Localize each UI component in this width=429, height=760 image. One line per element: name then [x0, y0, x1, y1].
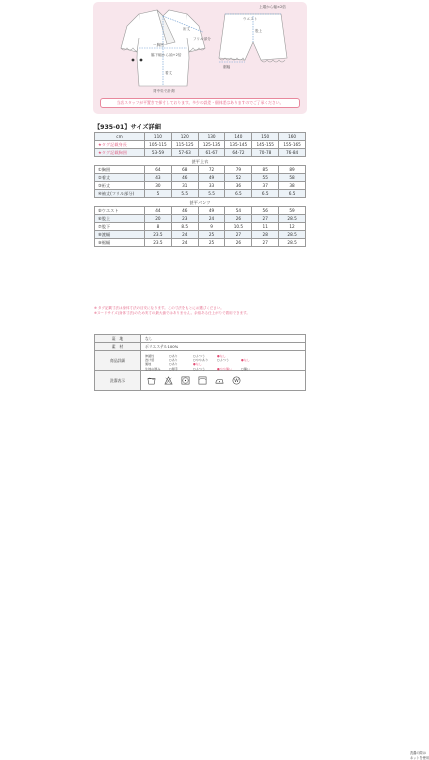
row-label: ⑥股上: [95, 215, 145, 223]
value-cell: 55: [252, 174, 279, 182]
value-cell: 8: [145, 223, 172, 231]
detail-option: ○ふつう: [193, 366, 205, 373]
value-cell: 38: [279, 182, 306, 190]
value-cell: 5.5: [198, 190, 225, 198]
measure-row: [95, 174, 306, 182]
jacket-left-sleeve-shape: [121, 14, 139, 52]
hem-label: 裾幅: [223, 66, 230, 70]
measure-row: [95, 207, 306, 215]
size-note: ※ タグ記載寸法は身体寸法の目安になります。この寸法をもとにお選びください。: [94, 306, 308, 311]
detail-option: ○ふつう: [193, 353, 205, 360]
waist-label: 上端から幅×2倍: [259, 6, 286, 10]
value-cell: 68: [171, 166, 198, 174]
sleeve-label: 裄丈: [183, 28, 190, 32]
value-cell: 23: [171, 215, 198, 223]
value-cell: 46: [171, 174, 198, 182]
value-cell: 24: [171, 231, 198, 239]
section-row: [95, 157, 306, 166]
size-notes: [94, 306, 308, 316]
value-cell: 30: [145, 182, 172, 190]
value-cell: 28.5: [279, 239, 306, 247]
row-label: ①胸囲: [95, 166, 145, 174]
product-info-table: [94, 334, 306, 391]
detail-option: ○あり: [169, 361, 178, 368]
value-cell: 76-84: [279, 149, 306, 157]
dry-clean-w-icon: [232, 376, 241, 385]
detail-option: ○あり: [169, 357, 178, 364]
detail-option: ●なし: [241, 357, 250, 364]
value-cell: 11: [252, 223, 279, 231]
size-cell: 120: [171, 133, 198, 141]
value-cell: 49: [198, 207, 225, 215]
value-cell: 155-165: [279, 141, 306, 149]
value-cell: 70-78: [252, 149, 279, 157]
material-label: 素 材: [95, 343, 141, 351]
measure-row: [95, 231, 306, 239]
value-cell: 6.5: [279, 190, 306, 198]
row-label: ④袖丈(フリル部分): [95, 190, 145, 198]
row-label: ⑧渡幅: [95, 231, 145, 239]
wash-note-line: ネットを使用: [410, 756, 429, 760]
sleeve-width-label: 脇下幅から袖+2倍: [151, 54, 181, 58]
tumble-dry-low-icon: [181, 376, 190, 385]
value-cell: 61-67: [198, 149, 225, 157]
measure-row: [95, 190, 306, 198]
garment-diagram: [93, 2, 307, 114]
value-cell: 135-145: [225, 141, 252, 149]
detail-option: ○ややあり: [193, 357, 208, 364]
chest-label: ー胸囲ー: [153, 44, 167, 48]
size-cell: 160: [279, 133, 306, 141]
row-label: ⑦股下: [95, 223, 145, 231]
details-cell: [141, 351, 306, 371]
length-label: 着丈: [165, 72, 172, 76]
value-cell: 5.5: [171, 190, 198, 198]
measure-row: [95, 223, 306, 231]
iron-low-icon: [215, 376, 224, 385]
lining-value: なし: [141, 335, 306, 343]
value-cell: 28: [252, 231, 279, 239]
size-table: [94, 132, 306, 247]
no-bleach-icon: [164, 376, 173, 385]
value-cell: 49: [198, 174, 225, 182]
detail-name: 伸縮性: [145, 353, 154, 360]
value-cell: 20: [145, 215, 172, 223]
value-cell: 8.5: [171, 223, 198, 231]
value-cell: 115-125: [171, 141, 198, 149]
value-cell: 12: [279, 223, 306, 231]
value-cell: 25: [198, 239, 225, 247]
material-value: ポリエステル100%: [141, 343, 306, 351]
value-cell: 24: [171, 239, 198, 247]
measure-row: [95, 215, 306, 223]
value-cell: 43: [145, 174, 172, 182]
jacket-right-sleeve-shape: [187, 14, 205, 52]
value-cell: 59: [279, 207, 306, 215]
measurement-note: 当店スタッフが平置きで採寸しております。多少の誤差・個体差はありますのでご了承ください。: [100, 98, 300, 108]
measure-row: [95, 182, 306, 190]
measure-row: [95, 166, 306, 174]
line-dry-icon: [198, 376, 207, 385]
row-label: ②着丈: [95, 174, 145, 182]
value-cell: 52: [225, 174, 252, 182]
washtub-40-icon: [147, 376, 156, 385]
row-label: ★タグ記載胸囲: [95, 149, 145, 157]
value-cell: 9: [198, 223, 225, 231]
lining-label: 裏 地: [95, 335, 141, 343]
detail-name: 生地の厚み: [145, 366, 160, 373]
wash-label: 洗濯表示: [95, 371, 141, 391]
tag-chest-row: [95, 149, 306, 157]
detail-option: ○厚手: [169, 366, 178, 373]
value-cell: 89: [279, 166, 306, 174]
value-cell: 26: [225, 215, 252, 223]
unit-cell: cm: [95, 133, 145, 141]
row-label: ⑤ウエスト: [95, 207, 145, 215]
size-cell: 140: [225, 133, 252, 141]
lining-row: [95, 335, 306, 343]
value-cell: 44: [145, 207, 172, 215]
detail-option: ○ふつう: [217, 357, 229, 364]
row-label: ★タグ記載身長: [95, 141, 145, 149]
row-label: ③裄丈: [95, 182, 145, 190]
value-cell: 33: [198, 182, 225, 190]
value-cell: 5: [145, 190, 172, 198]
value-cell: 105-115: [145, 141, 172, 149]
frill-label: フリル部分: [193, 38, 211, 42]
detail-name: 裏地: [145, 361, 151, 368]
wash-cell: [141, 371, 306, 391]
detail-option: ○薄い: [241, 366, 250, 373]
size-detail-title: 【935-01】サイズ詳細: [94, 122, 161, 131]
value-cell: 56: [252, 207, 279, 215]
value-cell: 27: [252, 239, 279, 247]
value-cell: 25: [198, 231, 225, 239]
detail-option: ●やや薄い: [217, 366, 232, 373]
value-cell: 36: [225, 182, 252, 190]
tie-knot-dot: [132, 59, 135, 62]
value-cell: 6.5: [252, 190, 279, 198]
value-cell: 28.5: [279, 215, 306, 223]
detail-option: ○あり: [169, 353, 178, 360]
value-cell: 37: [252, 182, 279, 190]
section-heading-bottom: 甚平パンツ: [95, 198, 306, 207]
value-cell: 6.5: [225, 190, 252, 198]
value-cell: 57-63: [171, 149, 198, 157]
value-cell: 28.5: [279, 231, 306, 239]
size-cell: 130: [198, 133, 225, 141]
value-cell: 24: [198, 215, 225, 223]
rise-label: 股上: [255, 30, 262, 34]
size-header-row: [95, 133, 306, 141]
tag-height-row: [95, 141, 306, 149]
value-cell: 64-72: [225, 149, 252, 157]
detail-option: ●なし: [193, 361, 202, 368]
details-label: 商品詳細: [95, 351, 141, 371]
value-cell: 145-155: [252, 141, 279, 149]
section-row: [95, 198, 306, 207]
value-cell: 23.5: [145, 231, 172, 239]
svg-text:W: W: [234, 378, 239, 384]
wash-net-note: [410, 751, 429, 760]
value-cell: 125-135: [198, 141, 225, 149]
back-length-label: 背中央で計測: [153, 90, 175, 94]
size-cell: 110: [145, 133, 172, 141]
value-cell: 85: [252, 166, 279, 174]
shorts-frill-right-shape: [261, 60, 285, 62]
value-cell: 31: [171, 182, 198, 190]
value-cell: 72: [198, 166, 225, 174]
detail-name: 透け感: [145, 357, 154, 364]
value-cell: 10.5: [225, 223, 252, 231]
details-row: [95, 351, 306, 371]
value-cell: 27: [225, 231, 252, 239]
size-cell: 150: [252, 133, 279, 141]
detail-option: ●なし: [217, 353, 226, 360]
row-label: ⑨裾幅: [95, 239, 145, 247]
shorts-waist-label: ウエスト: [243, 18, 257, 22]
wash-row: [95, 371, 306, 391]
value-cell: 23.5: [145, 239, 172, 247]
measure-row: [95, 239, 306, 247]
value-cell: 53-59: [145, 149, 172, 157]
value-cell: 26: [225, 239, 252, 247]
value-cell: 27: [252, 215, 279, 223]
material-row: [95, 343, 306, 351]
value-cell: 46: [171, 207, 198, 215]
value-cell: 58: [279, 174, 306, 182]
value-cell: 64: [145, 166, 172, 174]
size-note: ※ヌードサイズ(身体寸法)のため実寸の最大値ではありません。余裕ある仕上がりで着用できます。: [94, 311, 308, 316]
value-cell: 79: [225, 166, 252, 174]
value-cell: 54: [225, 207, 252, 215]
wash-note-line: 洗濯の際は: [410, 751, 429, 756]
tie-knot-dot: [140, 59, 143, 62]
section-heading-top: 甚平上衣: [95, 157, 306, 166]
